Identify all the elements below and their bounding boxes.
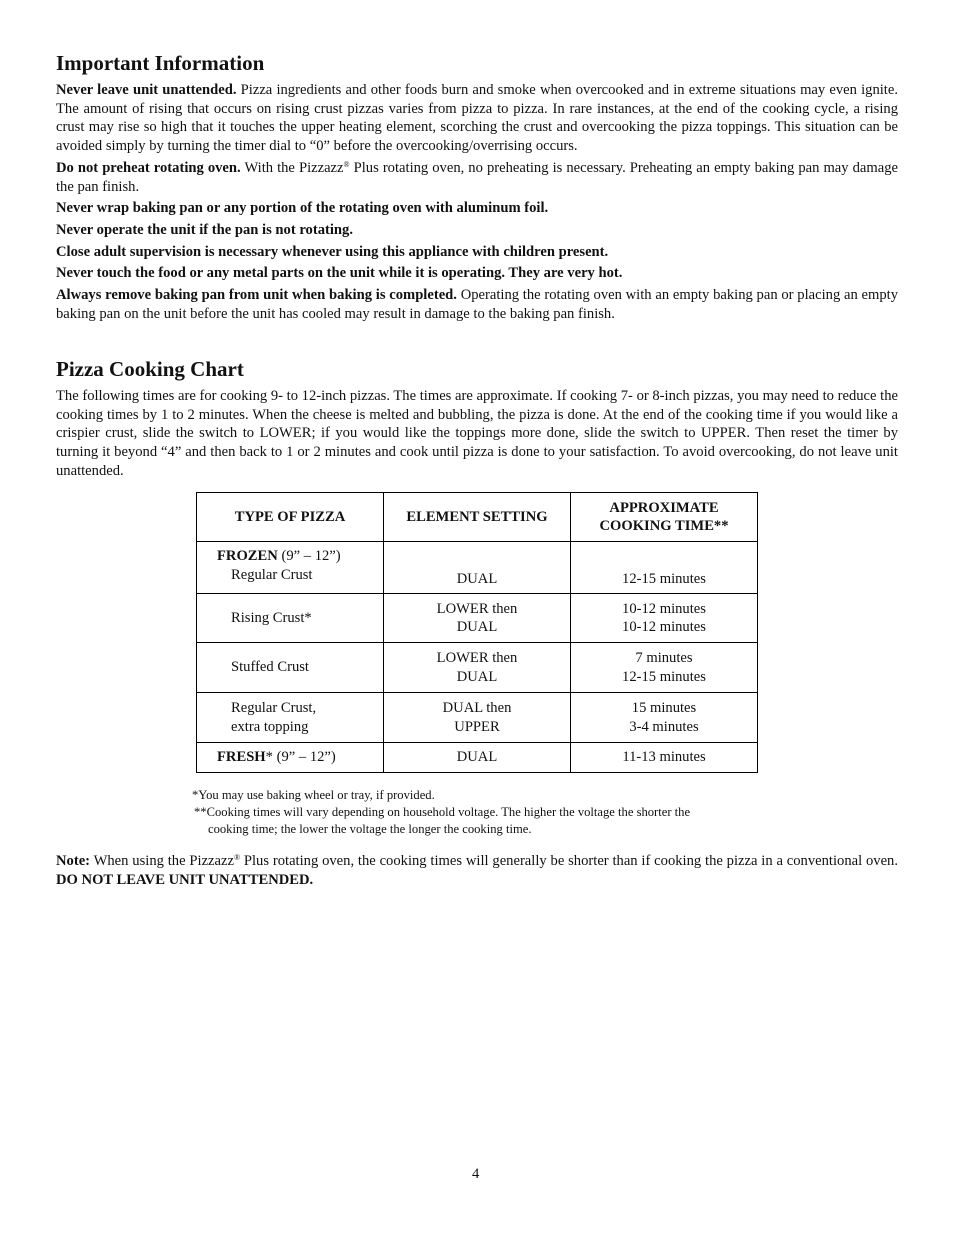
cell-time bbox=[571, 594, 758, 643]
important-information-heading: Important Information bbox=[56, 51, 265, 75]
registered-mark: ® bbox=[343, 159, 350, 169]
hot-warning-text: Never touch the food or any metal parts on the unit while it is operating. They are very hot. bbox=[56, 265, 623, 282]
chart-intro-text: The following times are for cooking 9- to 12-inch pizzas. The times are approximate. If cooking 7- or 8-inch pizzas, you may need to reduce the cooking times by 1 to 2 minutes. When the cheese is melted and bubbling, the pizza is done. At the end of the cooking time if you would like a crispier crust, slide the switch to LOWER; if you would like the toppings more done, slide the switch to UPPER. Then reset the timer by turning it beyond “4” and then back to 1 or 2 minutes and cook until pizza is done to your satisfaction. To avoid overcooking, do not leave unit unattended. bbox=[56, 388, 898, 479]
note-block bbox=[56, 852, 898, 889]
cell-type: Rising Crust* bbox=[197, 594, 384, 643]
element-line2: UPPER bbox=[454, 718, 500, 735]
time-line1: 15 minutes bbox=[631, 700, 697, 716]
table-row bbox=[197, 643, 758, 693]
never-leave-lead: Never leave unit unattended. bbox=[56, 82, 237, 98]
note-text-a: When using the Pizzazz bbox=[90, 853, 234, 869]
supervision-warning-text: Close adult supervision is necessary whenever using this appliance with children present. bbox=[56, 243, 609, 260]
header-time bbox=[571, 493, 758, 542]
pizza-cooking-table bbox=[196, 492, 758, 773]
header-element: ELEMENT SETTING bbox=[384, 493, 571, 542]
time-line1: 7 minutes bbox=[635, 650, 693, 666]
cell-time bbox=[571, 643, 758, 693]
note-emphasis: DO NOT LEAVE UNIT UNATTENDED. bbox=[56, 871, 314, 888]
element-line2: DUAL bbox=[456, 668, 498, 685]
remove-pan-paragraph bbox=[56, 286, 898, 323]
element-line1: LOWER then bbox=[436, 650, 518, 666]
cell-element: DUAL bbox=[384, 542, 571, 594]
cell-time: 12-15 minutes bbox=[571, 542, 758, 594]
cell-time: 11-13 minutes bbox=[571, 743, 758, 773]
preheat-text-b: Plus rotating oven, no preheating is necessary. Preheating an empty baking pan may damage the pan finish. bbox=[56, 159, 898, 195]
table-footnotes bbox=[192, 787, 772, 837]
footnote-baking-wheel: *You may use baking wheel or tray, if provided. bbox=[192, 788, 435, 802]
remove-pan-lead: Always remove baking pan from unit when baking is completed. bbox=[56, 287, 457, 304]
header-type: TYPE OF PIZZA bbox=[197, 493, 384, 542]
time-line2: 3-4 minutes bbox=[629, 718, 699, 735]
table-row bbox=[197, 743, 758, 773]
cell-type bbox=[197, 693, 384, 743]
preheat-lead: Do not preheat rotating oven. bbox=[56, 159, 241, 176]
preheat-text-a: With the Pizzazz bbox=[240, 159, 344, 176]
rotating-warning bbox=[56, 221, 898, 240]
cell-element bbox=[384, 594, 571, 643]
cell-element: DUAL bbox=[384, 743, 571, 773]
cell-type bbox=[197, 542, 384, 594]
note-text-b: Plus rotating oven, the cooking times will generally be shorter than if cooking the pizza in a conventional oven. bbox=[240, 853, 899, 869]
page-number: 4 bbox=[472, 1166, 480, 1182]
footnote-voltage-line1: **Cooking times will vary depending on household voltage. The higher the voltage the shorter the bbox=[194, 804, 691, 819]
frozen-size: (9” – 12”) bbox=[277, 548, 341, 564]
supervision-warning bbox=[56, 243, 898, 262]
time-line2: 12-15 minutes bbox=[622, 668, 706, 685]
cell-element bbox=[384, 643, 571, 693]
type-line1: Regular Crust, bbox=[231, 700, 317, 716]
table-row bbox=[197, 594, 758, 643]
element-line2: DUAL bbox=[456, 619, 498, 635]
table-row bbox=[197, 542, 758, 594]
foil-warning-text: Never wrap baking pan or any portion of the rotating oven with aluminum foil. bbox=[56, 200, 549, 217]
never-leave-text: Pizza ingredients and other foods burn and smoke when overcooked and in extreme situations may even ignite. The amount of rising that occurs on rising crust pizzas varies from pizza to pizza. In rare instances, at the end of the cooking cycle, a rising crust may rise so high that it touches the upper heating element, scorching the crust and overcooking the pizza toppings. This situation can be avoided simply by turning the timer dial to “0” before the overcooking/overrising occurs. bbox=[56, 82, 898, 155]
time-line1: 10-12 minutes bbox=[622, 600, 706, 617]
cell-type bbox=[197, 743, 384, 773]
cell-time bbox=[571, 693, 758, 743]
row-type: Regular Crust bbox=[231, 566, 313, 583]
table-header-row bbox=[197, 493, 758, 542]
element-line1: LOWER then bbox=[436, 600, 518, 617]
important-info-body bbox=[56, 81, 898, 323]
preheat-paragraph bbox=[56, 159, 898, 196]
pizza-cooking-chart-heading: Pizza Cooking Chart bbox=[56, 357, 244, 381]
remove-pan-text: Operating the rotating oven with an empty baking pan or placing an empty baking pan on the unit before the unit has cooled may result in damage to the baking pan finish. bbox=[56, 287, 898, 322]
note-lead: Note: bbox=[56, 853, 91, 869]
hot-warning bbox=[56, 264, 898, 283]
cell-type: Stuffed Crust bbox=[197, 643, 384, 693]
registered-mark: ® bbox=[233, 853, 241, 862]
chart-intro bbox=[56, 387, 898, 481]
cell-element bbox=[384, 693, 571, 743]
foil-warning bbox=[56, 199, 898, 218]
frozen-label: FROZEN bbox=[217, 548, 278, 564]
footnote-voltage-line2: cooking time; the lower the voltage the longer the cooking time. bbox=[208, 821, 532, 836]
fresh-size: * (9” – 12”) bbox=[265, 749, 336, 766]
note-paragraph bbox=[56, 852, 898, 889]
header-time-line1: APPROXIMATE bbox=[609, 499, 719, 516]
element-line1: DUAL then bbox=[442, 700, 512, 716]
header-time-line2: COOKING TIME** bbox=[599, 518, 729, 534]
rotating-warning-text: Never operate the unit if the pan is not rotating. bbox=[56, 221, 353, 238]
type-line2: extra topping bbox=[231, 718, 309, 735]
time-line2: 10-12 minutes bbox=[622, 619, 706, 635]
table-row bbox=[197, 693, 758, 743]
never-leave-paragraph bbox=[56, 81, 898, 156]
fresh-label: FRESH bbox=[217, 749, 266, 766]
